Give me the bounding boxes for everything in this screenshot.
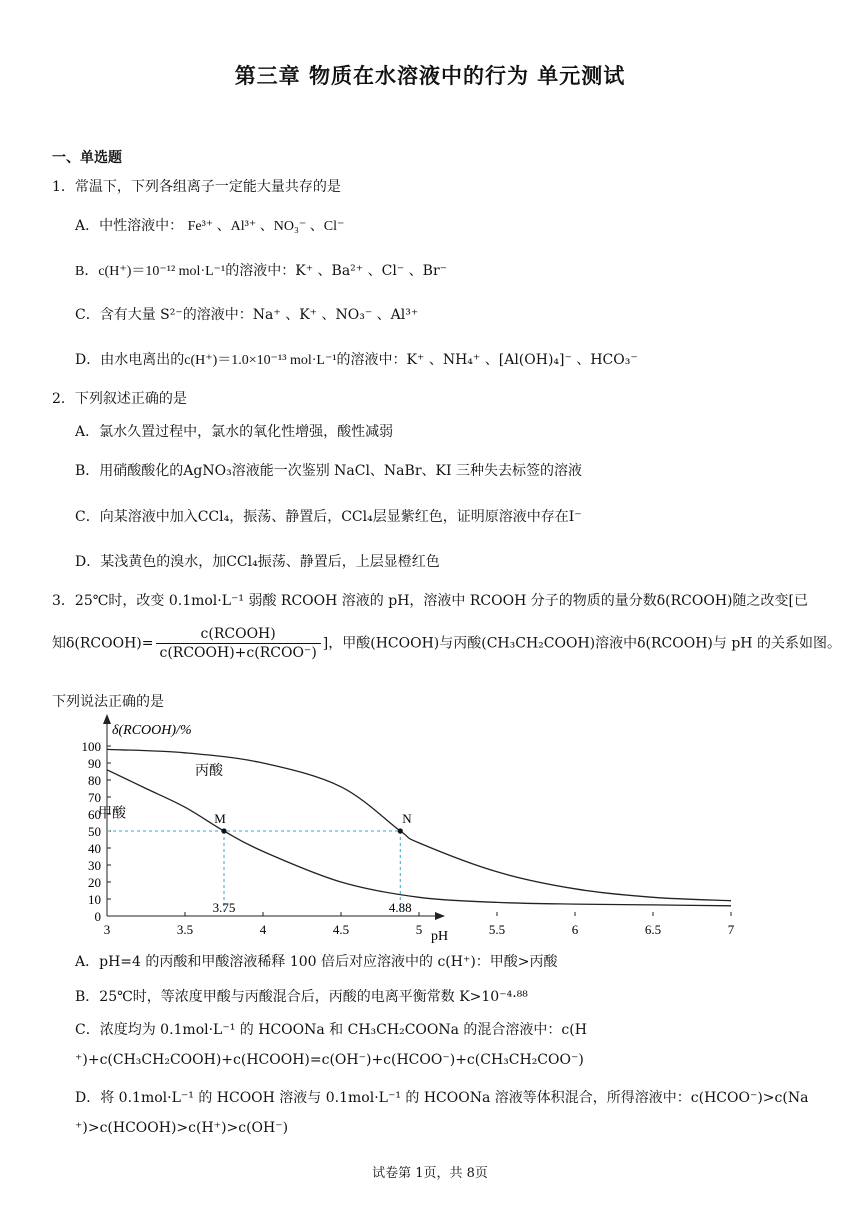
q1-option-d[interactable] (75, 349, 638, 369)
pka-annotation: 4.88 (388, 900, 412, 915)
y-tick-label: 80 (88, 773, 101, 788)
x-tick-label: 7 (727, 922, 735, 937)
q1-b-ions: 的溶液中：K⁺ 、Ba²⁺ 、Cl⁻ 、Br⁻ (225, 263, 448, 279)
point-label-m: M (214, 811, 226, 826)
q2-option-d[interactable]: D．某浅黄色的溴水，加CCl₄振荡、静置后，上层显橙红色 (75, 554, 440, 570)
q1-stem: 1．常温下，下列各组离子一定能大量共存的是 (52, 179, 341, 195)
x-axis-title: pH (431, 929, 449, 944)
q3-option-a[interactable]: A．pH=4 的丙酸和甲酸溶液稀释 100 倍后对应溶液中的 c(H⁺)：甲酸>丙酸 (75, 954, 558, 970)
x-tick-label: 3 (103, 922, 111, 937)
point-label-n: N (402, 811, 412, 826)
section-heading: 一、单选题 (52, 150, 122, 166)
q3-stem-line3: 下列说法正确的是 (52, 694, 164, 710)
q2-stem: 2．下列叙述正确的是 (52, 391, 187, 407)
q3-fraction (156, 626, 321, 661)
point-m (221, 828, 226, 833)
x-tick-label: 5 (415, 922, 423, 937)
q1-b-conc: B．c(H⁺)＝10⁻¹² mol·L⁻¹ (75, 264, 226, 279)
y-tick-label: 20 (88, 875, 101, 890)
series-label-propanoic: 丙酸 (195, 763, 223, 779)
y-tick-label: 100 (81, 739, 101, 754)
q1-d-ions: 的溶液中：K⁺ 、NH₄⁺ 、[Al(OH)₄]⁻ 、HCO₃⁻ (336, 352, 638, 368)
y-tick-label: 10 (88, 892, 101, 907)
q3-option-d-line1[interactable]: D．将 0.1mol·L⁻¹ 的 HCOOH 溶液与 0.1mol·L⁻¹ 的 HCOONa 溶液等体积混合，所得溶液中：c(HCOO⁻)>c(Na (75, 1090, 809, 1106)
q1-a-prefix: A．中性溶液中： (75, 218, 184, 234)
page-title: 第三章 物质在水溶液中的行为 单元测试 (234, 63, 626, 88)
page-footer: 试卷第 1页，共 8页 (372, 1166, 488, 1181)
q2-option-b[interactable]: B．用硝酸酸化的AgNO₃溶液能一次鉴别 NaCl、NaBr、KI 三种失去标签的溶液 (75, 463, 582, 479)
y-axis-title: δ(RCOOH)/% (112, 723, 192, 738)
q3-definition-suffix: ]，甲酸(HCOOH)与丙酸(CH₃CH₂COOH)溶液中δ(RCOOH)与 pH 的关系如图。 (322, 635, 841, 652)
x-tick-label: 3.5 (176, 922, 194, 937)
x-tick-label: 4 (259, 922, 267, 937)
series-label-formic: 甲酸 (98, 806, 126, 822)
q1-option-b[interactable] (75, 260, 447, 280)
x-tick-label: 4.5 (332, 922, 350, 937)
q3-option-d-line2: ⁺)>c(HCOOH)>c(H⁺)>c(OH⁻) (75, 1120, 289, 1136)
q3-stem-line2 (52, 626, 841, 661)
q3-definition-prefix: 知δ(RCOOH)= (52, 635, 154, 652)
y-axis-arrow (103, 714, 111, 724)
q1-option-a[interactable] (75, 215, 344, 235)
x-tick-label: 6 (571, 922, 579, 937)
series-line-formic (107, 770, 731, 906)
x-tick-label: 5.5 (488, 922, 506, 937)
q3-option-b[interactable]: B．25℃时，等浓度甲酸与丙酸混合后，丙酸的电离平衡常数 K>10⁻⁴·⁸⁸ (75, 989, 528, 1005)
q3-fraction-denominator: c(RCOOH)+c(RCOO⁻) (159, 645, 317, 661)
x-tick-label: 6.5 (644, 922, 662, 937)
q3-option-c-line2: ⁺)+c(CH₃CH₂COOH)+c(HCOOH)=c(OH⁻)+c(HCOO⁻)+c(CH₃CH₂COO⁻) (75, 1052, 584, 1068)
q1-option-c[interactable]: C．含有大量 S²⁻的溶液中：Na⁺ 、K⁺ 、NO₃⁻ 、Al³⁺ (75, 307, 419, 323)
y-tick-label: 40 (88, 841, 101, 856)
delta-ph-chart (50, 712, 735, 948)
x-axis-arrow (435, 912, 445, 920)
q2-option-c[interactable]: C．向某溶液中加入CCl₄，振荡、静置后，CCl₄层显紫红色，证明原溶液中存在I⁻ (75, 509, 582, 525)
q2-option-a[interactable]: A．氯水久置过程中，氯水的氧化性增强，酸性减弱 (75, 424, 394, 440)
y-tick-label: 60 (88, 807, 101, 822)
q3-fraction-numerator: c(RCOOH) (156, 626, 321, 644)
y-tick-label: 0 (94, 909, 101, 924)
q3-stem-line1: 3．25℃时，改变 0.1mol·L⁻¹ 弱酸 RCOOH 溶液的 pH，溶液中 RCOOH 分子的物质的量分数δ(RCOOH)随之改变[已 (52, 593, 808, 609)
pka-annotation: 3.75 (212, 900, 236, 915)
y-tick-label: 70 (88, 790, 101, 805)
q1-d-prefix: D．由水电离出的 (75, 352, 185, 368)
q3-option-c-line1[interactable]: C．浓度均为 0.1mol·L⁻¹ 的 HCOONa 和 CH₃CH₂COONa 的混合溶液中：c(H (75, 1022, 587, 1038)
y-tick-label: 90 (88, 756, 101, 771)
point-n (398, 828, 403, 833)
y-tick-label: 30 (88, 858, 101, 873)
q1-d-conc: c(H⁺)＝1.0×10⁻¹³ mol·L⁻¹ (184, 353, 337, 368)
y-tick-label: 50 (88, 824, 101, 839)
q1-a-ions: Fe³⁺ 、Al³⁺ 、NO₃⁻ 、Cl⁻ (187, 219, 345, 234)
